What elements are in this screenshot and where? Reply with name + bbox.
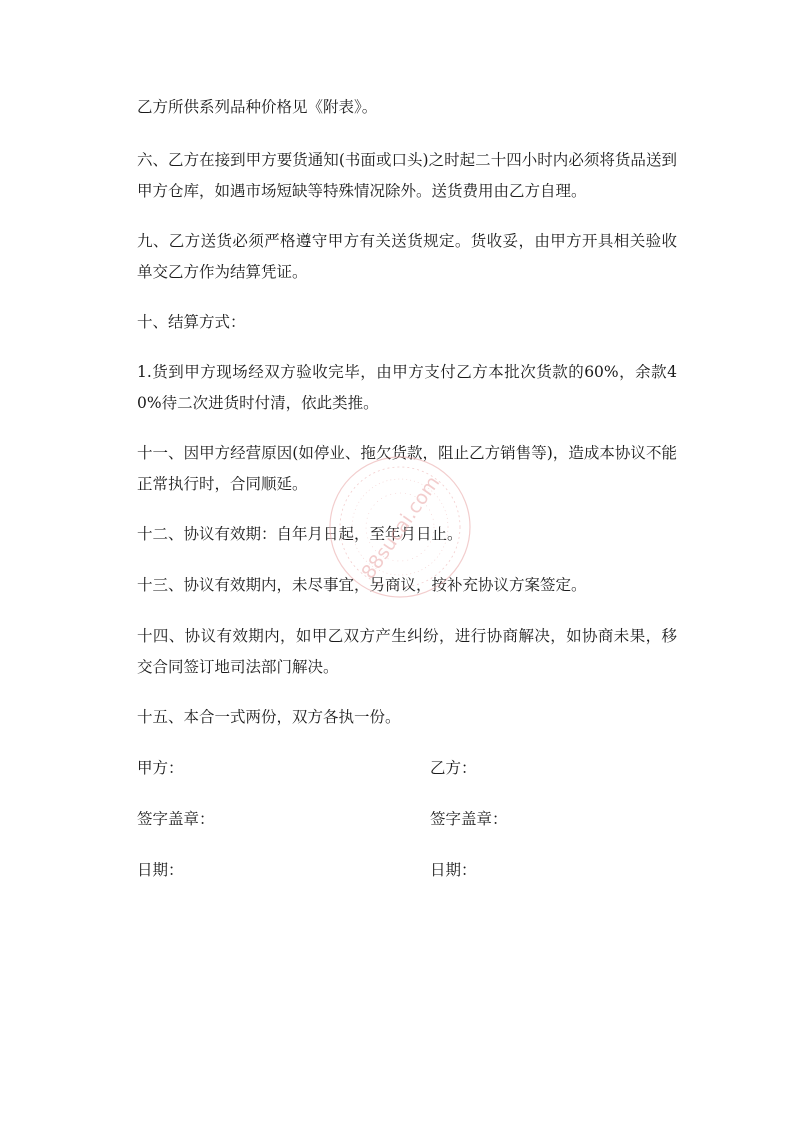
paragraph-clause-14: 十四、协议有效期内，如甲乙双方产生纠纷，进行协商解决，如协商未果，移交合同签订地司法部门解决。 — [137, 627, 677, 676]
party-a-date-label: 日期： — [137, 861, 184, 879]
party-a-seal-label: 签字盖章： — [137, 810, 215, 828]
paragraph-price-list: 乙方所供系列品种价格见《附表》。 — [137, 98, 378, 116]
party-b-date-label: 日期： — [430, 861, 477, 879]
paragraph-clause-10: 十、结算方式： — [137, 313, 246, 331]
paragraph-clause-6: 六、乙方在接到甲方要货通知(书面或口头)之时起二十四小时内必须将货品送到甲方仓库，如遇市场短缺等特殊情况除外。送货费用由乙方自理。 — [137, 151, 677, 200]
paragraph-clause-15: 十五、本合一式两份，双方各执一份。 — [137, 708, 401, 726]
party-b-label: 乙方： — [430, 759, 477, 777]
paragraph-clause-10-item-1: 1.货到甲方现场经双方验收完毕，由甲方支付乙方本批次货款的60%，余款40%待二次进货时付清，依此类推。 — [137, 363, 677, 412]
watermark-text: 88sucai.com — [357, 472, 445, 584]
party-b-seal-label: 签字盖章： — [430, 810, 508, 828]
party-a-label: 甲方： — [137, 759, 184, 777]
paragraph-clause-13: 十三、协议有效期内，未尽事宜，另商议，按补充协议方案签定。 — [137, 576, 587, 594]
paragraph-clause-9: 九、乙方送货必须严格遵守甲方有关送货规定。货收妥，由甲方开具相关验收单交乙方作为结算凭证。 — [137, 232, 677, 281]
paragraph-clause-11: 十一、因甲方经营原因(如停业、拖欠货款，阻止乙方销售等)，造成本协议不能正常执行时，合同顺延。 — [137, 444, 677, 493]
paragraph-clause-12: 十二、协议有效期：自年月日起，至年月日止。 — [137, 525, 463, 543]
